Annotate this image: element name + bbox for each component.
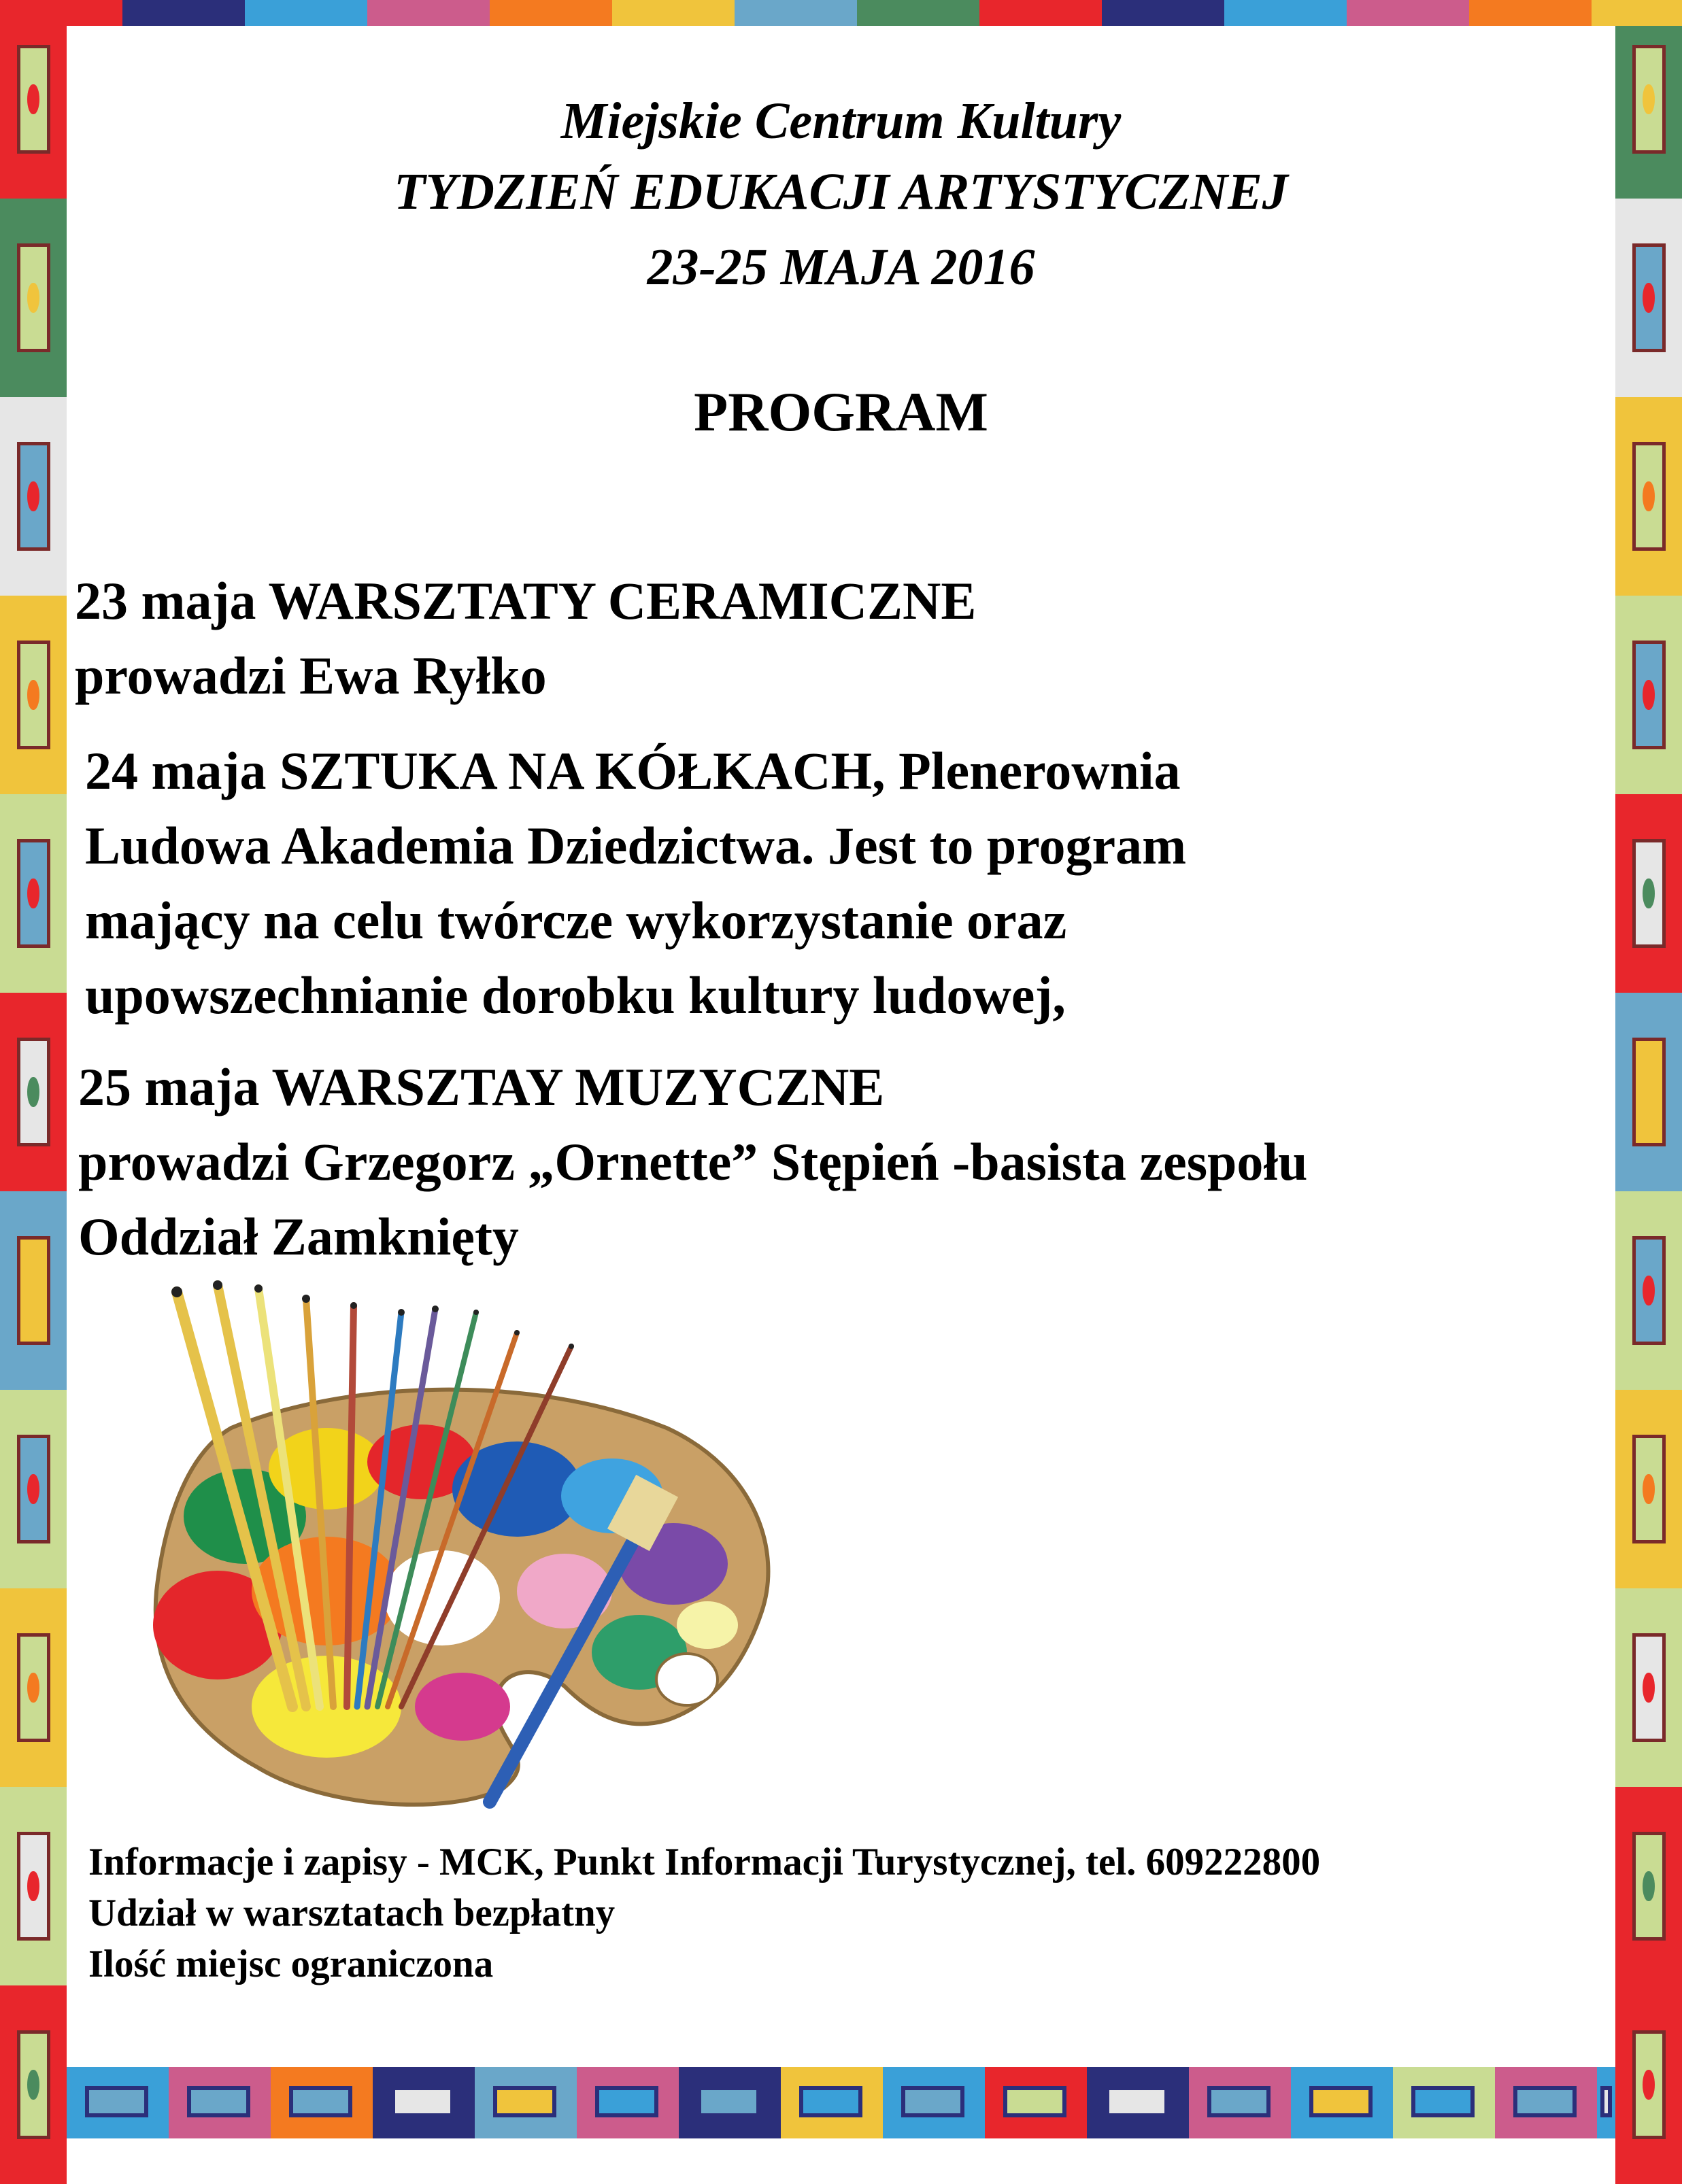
program-line-2: prowadzi Ewa Ryłko: [75, 646, 547, 705]
event-dates: 23-25 MAJA 2016: [647, 239, 1035, 296]
program-line-6: upowszechnianie dorobku kultury ludowej,: [85, 966, 1066, 1025]
paint-palette-with-brushes-icon: [122, 1272, 789, 1815]
event-title: TYDZIEŃ EDUKACJI ARTYSTYCZNEJ: [394, 163, 1288, 220]
program-line-7: 25 maja WARSZTAY MUZYCZNE: [78, 1057, 885, 1116]
program-line-3: 24 maja SZTUKA NA KÓŁKACH, Plenerownia: [85, 741, 1181, 800]
program-line-1: 23 maja WARSZTATY CERAMICZNE: [75, 571, 977, 630]
program-line-8: prowadzi Grzegorz „Ornette” Stępień -basista zespołu: [78, 1132, 1308, 1191]
program-line-4: Ludowa Akademia Dziedzictwa. Jest to program: [85, 816, 1187, 875]
footer-limited-places: Ilość miejsc ograniczona: [88, 1943, 494, 1985]
section-heading: PROGRAM: [694, 381, 988, 443]
program-line-5: mający na celu twórcze wykorzystanie oraz: [85, 891, 1067, 950]
footer-info-line: Informacje i zapisy - MCK, Punkt Informacji Turystycznej, tel. 609222800: [88, 1841, 1321, 1883]
organizer-name: Miejskie Centrum Kultury: [560, 92, 1122, 150]
footer-free-participation: Udział w warsztatach bezpłatny: [88, 1892, 616, 1934]
program-line-9: Oddział Zamknięty: [78, 1207, 519, 1266]
